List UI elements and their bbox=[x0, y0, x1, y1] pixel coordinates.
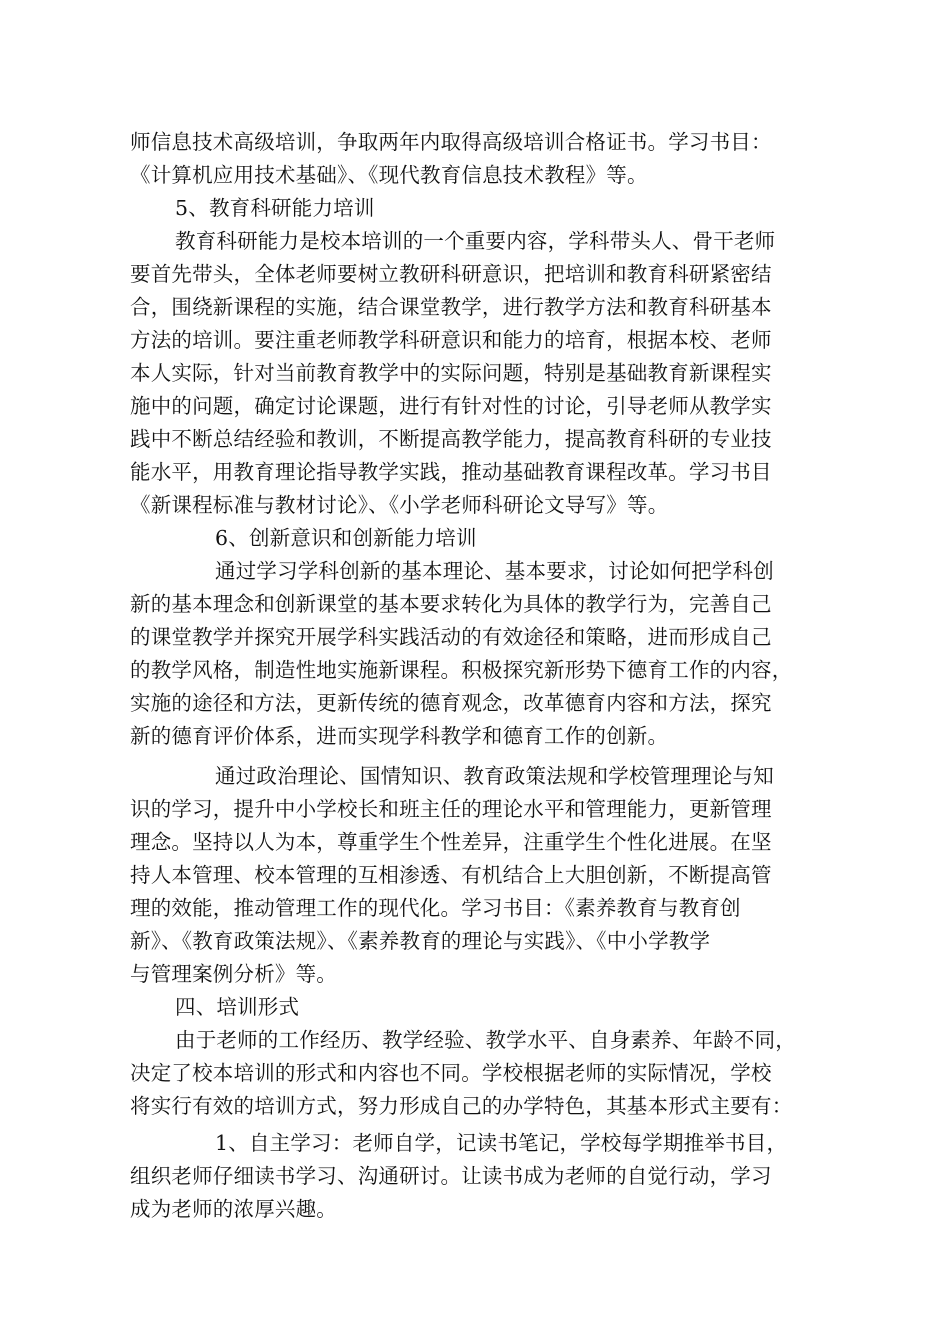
text-line: 《计算机应用技术基础》、《现代教育信息技术教程》等。 bbox=[130, 163, 648, 187]
text-line: 教育科研能力是校本培训的一个重要内容，学科带头人、骨干老师 bbox=[175, 229, 776, 253]
text-line: 本人实际，针对当前教育教学中的实际问题，特别是基础教育新课程实 bbox=[130, 361, 772, 385]
text-line: 成为老师的浓厚兴趣。 bbox=[130, 1197, 337, 1221]
section-heading: 四、培训形式 bbox=[175, 995, 300, 1019]
text-line: 新》、《教育政策法规》、《素养教育的理论与实践》、《中小学教学 bbox=[130, 929, 711, 953]
text-line: 持人本管理、校本管理的互相渗透、有机结合上大胆创新，不断提高管 bbox=[130, 863, 772, 887]
text-line: 1、自主学习：老师自学，记读书笔记，学校每学期推举书目， bbox=[215, 1131, 788, 1155]
text-line: 合，围绕新课程的实施，结合课堂教学，进行教学方法和教育科研基本 bbox=[130, 295, 772, 319]
text-line: 要首先带头，全体老师要树立教研科研意识，把培训和教育科研紧密结 bbox=[130, 262, 772, 286]
section-heading: 6、创新意识和创新能力培训 bbox=[215, 526, 477, 550]
text-line: 通过政治理论、国情知识、教育政策法规和学校管理理论与知 bbox=[215, 764, 774, 788]
text-line: 新的德育评价体系，进而实现学科教学和德育工作的创新。 bbox=[130, 724, 669, 748]
text-line: 的课堂教学并探究开展学科实践活动的有效途径和策略，进而形成自己 bbox=[130, 625, 772, 649]
section-heading: 5、教育科研能力培训 bbox=[175, 196, 375, 220]
text-line: 的教学风格，制造性地实施新课程。积极探究新形势下德育工作的内容， bbox=[130, 658, 793, 682]
text-line: 师信息技术高级培训，争取两年内取得高级培训合格证书。学习书目： bbox=[130, 130, 772, 154]
text-line: 理念。坚持以人为本，尊重学生个性差异，注重学生个性化进展。在坚 bbox=[130, 830, 772, 854]
text-line: 《新课程标准与教材讨论》、《小学老师科研论文导写》等。 bbox=[130, 493, 669, 517]
text-line: 施中的问题，确定讨论课题，进行有针对性的讨论，引导老师从教学实 bbox=[130, 394, 772, 418]
text-line: 能水平，用教育理论指导教学实践，推动基础教育课程改革。学习书目 bbox=[130, 460, 772, 484]
text-line: 与管理案例分析》等。 bbox=[130, 962, 337, 986]
text-line: 通过学习学科创新的基本理论、基本要求，讨论如何把学科创 bbox=[215, 559, 774, 583]
text-line: 将实行有效的培训方式，努力形成自己的办学特色，其基本形式主要有： bbox=[130, 1094, 793, 1118]
text-line: 决定了校本培训的形式和内容也不同。学校根据老师的实际情况，学校 bbox=[130, 1061, 772, 1085]
text-line: 识的学习，提升中小学校长和班主任的理论水平和管理能力，更新管理 bbox=[130, 797, 772, 821]
text-line: 实施的途径和方法，更新传统的德育观念，改革德育内容和方法，探究 bbox=[130, 691, 772, 715]
text-line: 方法的培训。要注重老师教学科研意识和能力的培育，根据本校、老师 bbox=[130, 328, 772, 352]
text-line: 理的效能，推动管理工作的现代化。学习书目：《素养教育与教育创 bbox=[130, 896, 741, 920]
text-line: 新的基本理念和创新课堂的基本要求转化为具体的教学行为，完善自己 bbox=[130, 592, 772, 616]
text-line: 组织老师仔细读书学习、沟通研讨。让读书成为老师的自觉行动，学习 bbox=[130, 1164, 772, 1188]
text-line: 践中不断总结经验和教训，不断提高教学能力，提高教育科研的专业技 bbox=[130, 427, 772, 451]
text-line: 由于老师的工作经历、教学经验、教学水平、自身素养、年龄不同， bbox=[175, 1028, 796, 1052]
